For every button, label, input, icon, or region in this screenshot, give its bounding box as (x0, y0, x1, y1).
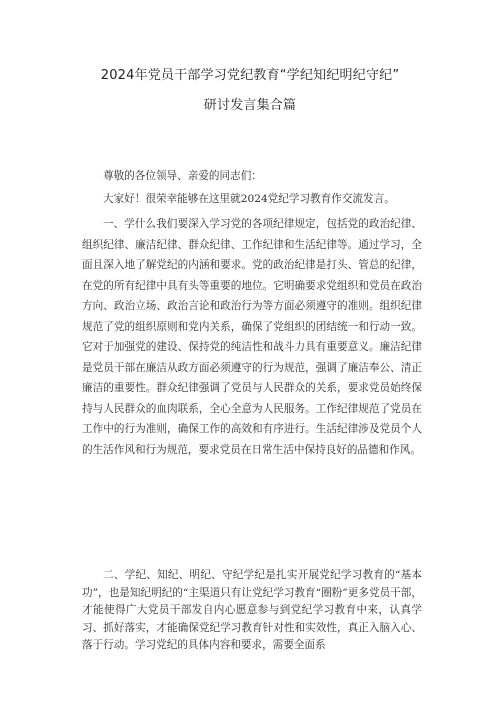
opening-paragraph: 大家好！很荣幸能够在这里就2024党纪学习教育作交流发言。 (103, 193, 395, 205)
paragraph-section-2: 二、学纪、知纪、明纪、守纪学纪是扎实开展党纪学习教育的“基本功”，也是知纪明纪的“主渠道只有让党纪学习教育“圈粉”更多党员干部，才能使得广大党员干部发自内心愿意参与到党纪学习教育中来，认真学习、抓好落实，才能确保党纪学习教育针对性和实效性，真正入脑入心、落于行动。学习党纪的具体内容和要求，需要全面系 (82, 569, 422, 652)
document-title: 2024年党员干部学习党纪教育“学纪知纪明纪守纪” (100, 68, 400, 83)
document-subtitle: 研讨发言集合篇 (203, 98, 297, 113)
salutation: 尊敬的各位领导、亲爱的同志们： (103, 170, 262, 182)
paragraph-section-1: 一、学什么我们要深入学习党的各项纪律规定，包括党的政治纪律、组织纪律、廉洁纪律、群众纪律、工作纪律和生活纪律等。通过学习，全面且深入地了解党纪的内涵和要求。党的政治纪律是打头、管总的纪律，在党的所有纪律中具有头等重要的地位。它明确要求党组织和党员在政治方向、政治立场、政治言论和政治行为等方面必须遵守的准则。组织纪律规范了党的组织原则和党内关系，确保了党组织的团结统一和行动一致。它对于加强党的建设、保持党的纯洁性和战斗力具有重要意义。廉洁纪律是党员干部在廉洁从政方面必须遵守的行为规范，强调了廉洁奉公、清正廉洁的重要性。群众纪律强调了党员与人民群众的关系，要求党员始终保持与人民群众的血肉联系，全心全意为人民服务。工作纪律规范了党员在工作中的行为准则，确保工作的高效和有序进行。生活纪律涉及党员个人的生活作风和行为规范，要求党员在日常生活中保持良好的品德和作风。 (82, 218, 422, 456)
